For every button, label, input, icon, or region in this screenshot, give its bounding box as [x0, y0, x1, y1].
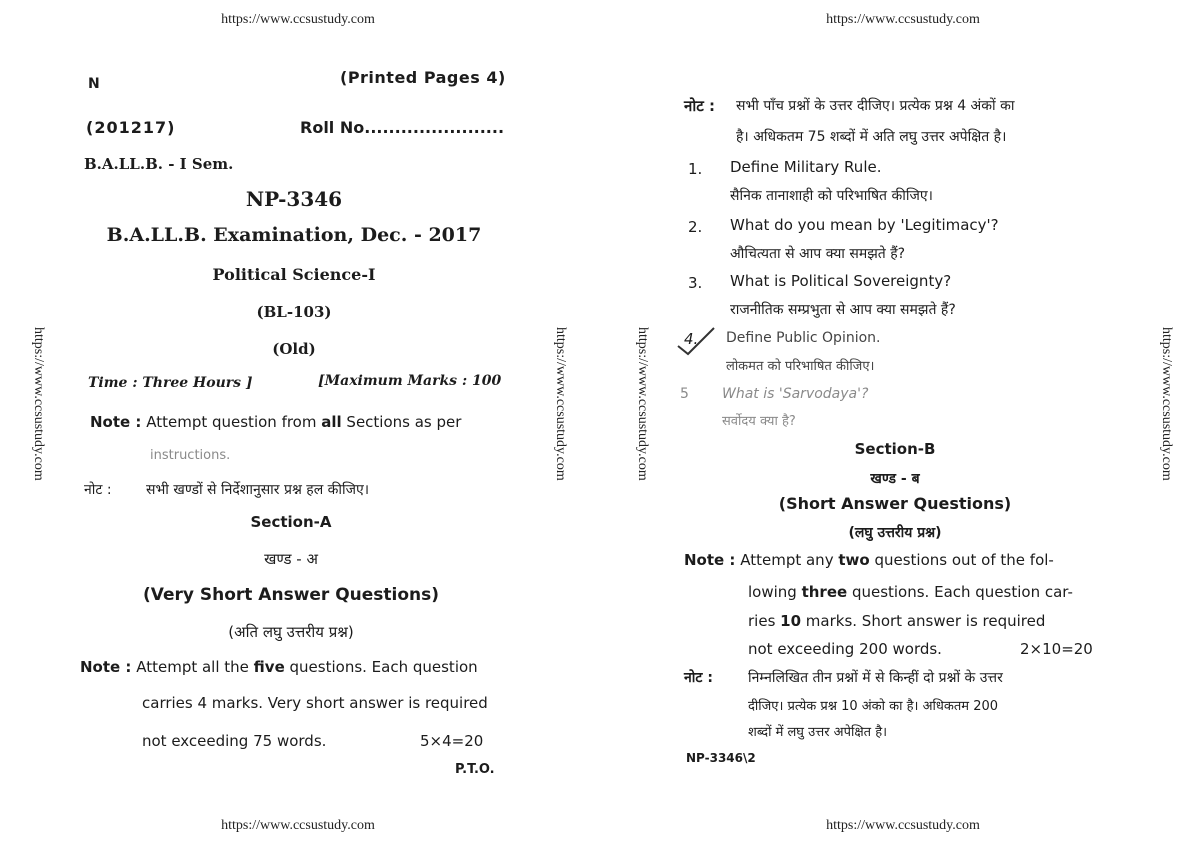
note-text-pre: Attempt question from	[146, 413, 322, 431]
note-instructions	[90, 413, 461, 431]
p2-hindi-note-label: नोट :	[684, 97, 715, 115]
header-url-right: https://www.ccsustudy.com	[826, 12, 980, 27]
p2-note-line-4: not exceeding 200 words.	[748, 640, 942, 658]
question-number: 5	[680, 386, 689, 402]
p2-note-l3-bold: 10	[780, 612, 802, 630]
p2-note-line-1	[684, 551, 1054, 569]
code-n: N	[88, 76, 100, 92]
question-number: 4.	[684, 330, 699, 348]
note2-post: questions. Each question	[284, 658, 478, 676]
side-url-middle-right: https://www.ccsustudy.com	[635, 327, 650, 481]
hindi-note-text: सभी खण्डों से निर्देशानुसार प्रश्न हल कीजिए।	[146, 482, 370, 498]
question-hindi: लोकमत को परिभाषित कीजिए।	[726, 359, 875, 374]
printed-pages: (Printed Pages 4)	[340, 68, 506, 87]
p2-note-l1-bold: two	[838, 551, 870, 569]
p2-hnote-line-2: दीजिए। प्रत्येक प्रश्न 10 अंको का है। अधिकतम 200	[748, 699, 999, 714]
question-english: Define Military Rule.	[730, 158, 882, 176]
note-text-bold: all	[321, 413, 342, 431]
p2-note-l3-post: marks. Short answer is required	[801, 612, 1046, 630]
question-hindi: सर्वोदय क्या है?	[722, 414, 796, 429]
p2-note-l1-pre: Attempt any	[740, 551, 839, 569]
max-marks-label: [Maximum Marks : 100	[318, 373, 502, 389]
side-url-middle-left: https://www.ccsustudy.com	[553, 327, 568, 481]
section-b-title: Section-B	[854, 440, 936, 458]
sa-hindi: (लघु उत्तरीय प्रश्न)	[848, 525, 942, 541]
question-hindi: राजनीतिक सम्प्रभुता से आप क्या समझते हैं?	[730, 302, 956, 318]
p2-hindi-note-line1: सभी पाँच प्रश्नों के उत्तर दीजिए। प्रत्येक प्रश्न 4 अंकों का	[736, 98, 1015, 114]
hindi-note-label: नोट :	[84, 482, 112, 498]
p2-note-l2-pre: lowing	[748, 583, 802, 601]
p2-note-line-2	[748, 583, 1073, 601]
side-url-right-edge: https://www.ccsustudy.com	[1159, 327, 1174, 481]
note-text-post: Sections as per	[341, 413, 462, 431]
paper-id: (201217)	[86, 118, 176, 137]
question-hindi: सैनिक तानाशाही को परिभाषित कीजिए।	[730, 188, 933, 204]
note-line-2: instructions.	[150, 448, 231, 463]
section-a-hindi: खण्ड - अ	[264, 550, 318, 568]
p2-note-l3-pre: ries	[748, 612, 781, 630]
vsa-title: (Very Short Answer Questions)	[142, 585, 440, 605]
note2-label: Note :	[80, 658, 132, 676]
p2-note-l1-post: questions out of the fol-	[869, 551, 1054, 569]
side-url-left-edge: https://www.ccsustudy.com	[31, 327, 46, 481]
pen-tick-mark-icon	[676, 324, 718, 358]
exam-title: B.A.LL.B. Examination, Dec. - 2017	[106, 224, 482, 246]
question-number: 1.	[688, 160, 703, 178]
question-number: 2.	[688, 218, 703, 236]
note2-line-1	[80, 658, 478, 676]
p2-hnote-label: नोट :	[684, 670, 713, 686]
question-number: 3.	[688, 274, 703, 292]
p2-hindi-note-line2: है। अधिकतम 75 शब्दों में अति लघु उत्तर अपेक्षित है।	[736, 129, 1007, 145]
note2-pre: Attempt all the	[136, 658, 254, 676]
p2-hnote-line-1: निम्नलिखित तीन प्रश्नों में से किन्हीं दो प्रश्नों के उत्तर	[748, 670, 1003, 686]
section-a-title: Section-A	[250, 513, 332, 531]
header-url-left: https://www.ccsustudy.com	[221, 12, 375, 27]
scheme-label: (Old)	[272, 340, 316, 358]
footer-url-right: https://www.ccsustudy.com	[826, 818, 980, 833]
sa-title: (Short Answer Questions)	[778, 494, 1012, 513]
p2-note-line-3	[748, 612, 1045, 630]
p2-note-l2-bold: three	[801, 583, 848, 601]
question-english: What is Political Sovereignty?	[730, 272, 952, 290]
pto-label: P.T.O.	[455, 762, 495, 777]
roll-number-label: Roll No.......................	[300, 118, 505, 137]
p2-note-label: Note :	[684, 551, 736, 569]
section-b-hindi: खण्ड - ब	[870, 471, 920, 487]
note2-line-2: carries 4 marks. Very short answer is required	[142, 694, 488, 712]
footer-url-left: https://www.ccsustudy.com	[221, 818, 375, 833]
question-english: What do you mean by 'Legitimacy'?	[730, 216, 999, 234]
course-name: B.A.LL.B. - I Sem.	[84, 155, 234, 173]
note2-line-3: not exceeding 75 words.	[142, 732, 327, 750]
note2-bold: five	[253, 658, 285, 676]
subject-code: (BL-103)	[256, 303, 332, 321]
question-english: What is 'Sarvodaya'?	[722, 386, 869, 402]
question-english: Define Public Opinion.	[726, 330, 881, 346]
note-label: Note :	[90, 413, 142, 431]
paper-code: NP-3346	[245, 187, 343, 211]
page-footer-code: NP-3346\2	[686, 751, 756, 765]
p2-note-marks: 2×10=20	[1020, 640, 1093, 658]
question-hindi: औचित्यता से आप क्या समझते हैं?	[730, 246, 906, 262]
vsa-hindi: (अति लघु उत्तरीय प्रश्न)	[228, 623, 354, 641]
p2-note-l2-post: questions. Each question car-	[847, 583, 1073, 601]
time-label: Time : Three Hours ]	[88, 375, 253, 391]
note2-marks: 5×4=20	[420, 732, 484, 750]
subject-name: Political Science-I	[212, 265, 376, 284]
p2-hnote-line-3: शब्दों में लघु उत्तर अपेक्षित है।	[748, 725, 888, 740]
